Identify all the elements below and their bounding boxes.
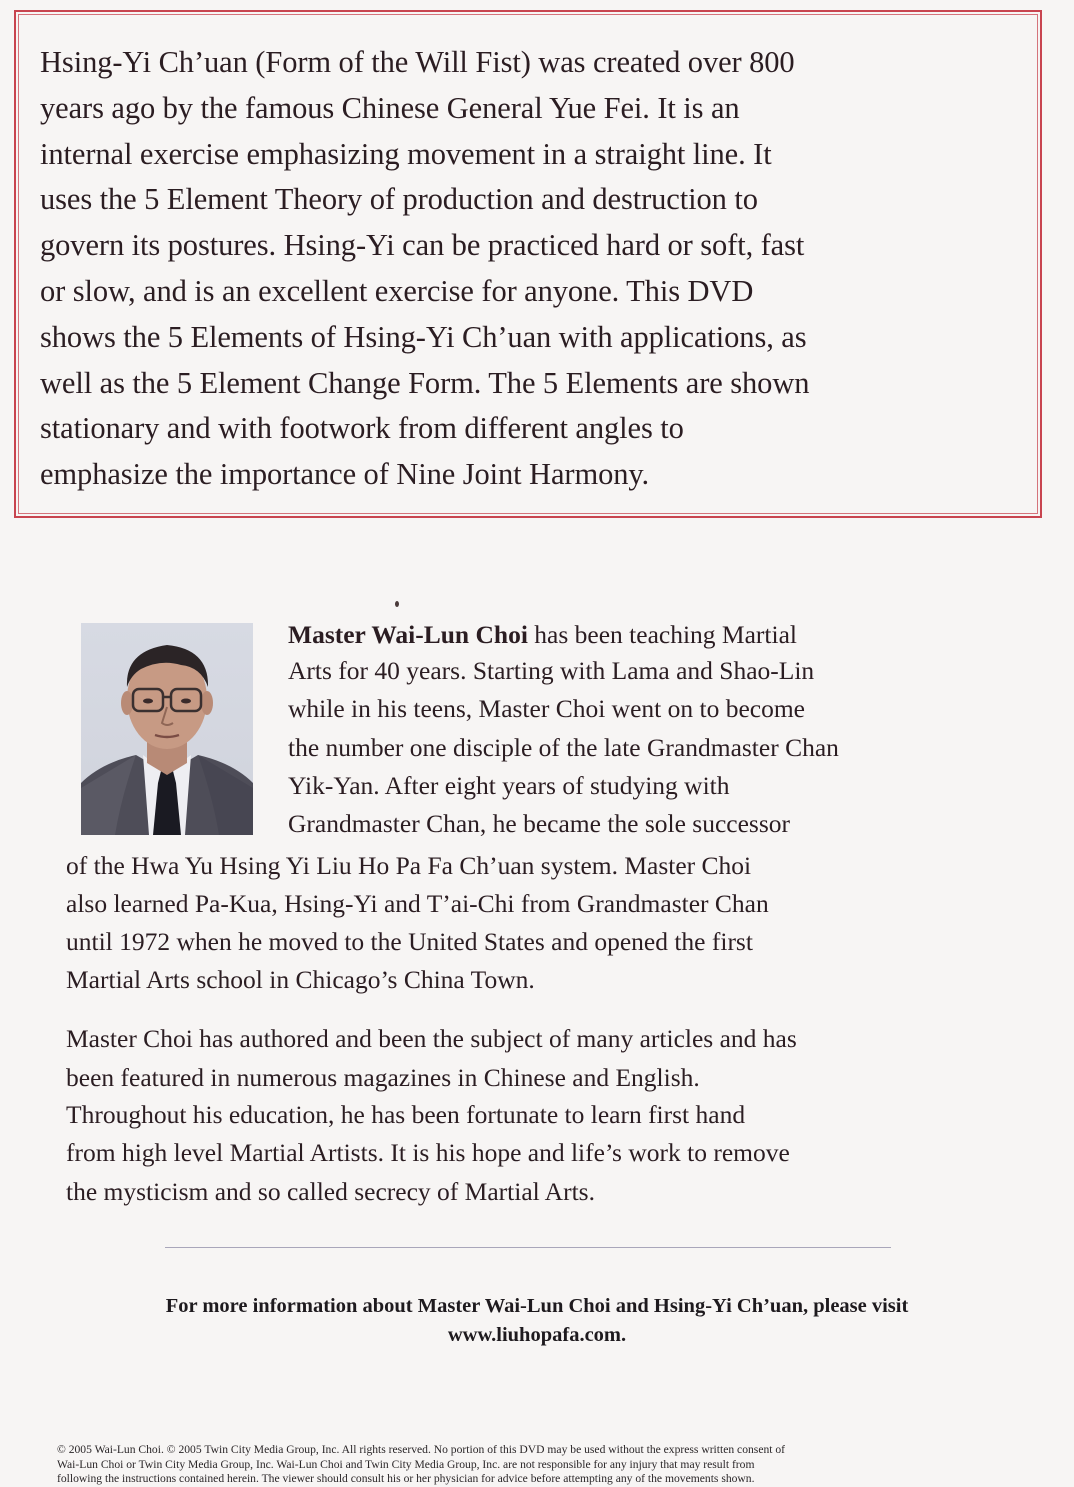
intro-line: govern its postures. Hsing-Yi can be practiced hard or soft, fast bbox=[40, 228, 805, 263]
more-info-text: For more information about Master Wai-Lun Choi and Hsing-Yi Ch’uan, please visit bbox=[165, 1295, 909, 1317]
copyright-notice bbox=[57, 1443, 1017, 1487]
bio-line: Arts for 40 years. Starting with Lama and Shao-Lin bbox=[288, 656, 815, 685]
bio-line: while in his teens, Master Choi went on to become bbox=[288, 694, 805, 723]
intro-line: shows the 5 Elements of Hsing-Yi Ch’uan with applications, as bbox=[40, 319, 807, 354]
bio-line bbox=[288, 620, 797, 650]
bio-line: also learned Pa-Kua, Hsing-Yi and T’ai-Chi from Grandmaster Chan bbox=[66, 889, 769, 918]
bio-line: Throughout his education, he has been fortunate to learn first hand bbox=[66, 1100, 746, 1129]
intro-paragraph bbox=[40, 40, 1025, 498]
copyright-line: © 2005 Wai-Lun Choi. © 2005 Twin City Media Group, Inc. All rights reserved. No portion of this DVD may be used without the express written consent of bbox=[57, 1443, 786, 1456]
section-divider bbox=[165, 1247, 891, 1248]
bio-line: been featured in numerous magazines in Chinese and English. bbox=[66, 1063, 700, 1092]
intro-line: Hsing-Yi Ch’uan (Form of the Will Fist) was created over 800 bbox=[40, 45, 795, 79]
bio-line: the mysticism and so called secrecy of Martial Arts. bbox=[66, 1177, 595, 1206]
intro-line: emphasize the importance of Nine Joint Harmony. bbox=[40, 457, 650, 492]
intro-line: internal exercise emphasizing movement in a straight line. It bbox=[40, 136, 772, 171]
copyright-line: Wai-Lun Choi or Twin City Media Group, Inc. Wai-Lun Choi and Twin City Media Group, Inc. are not responsible for any injury that may result from bbox=[57, 1457, 755, 1471]
bio-line: Grandmaster Chan, he became the sole successor bbox=[288, 809, 791, 838]
bio-line: the number one disciple of the late Grandmaster Chan bbox=[288, 733, 839, 762]
portrait-photo bbox=[81, 623, 253, 835]
print-speck bbox=[395, 601, 399, 607]
intro-line: or slow, and is an excellent exercise for anyone. This DVD bbox=[40, 273, 754, 308]
intro-line: years ago by the famous Chinese General Yue Fei. It is an bbox=[40, 90, 740, 125]
bio-line: Master Choi has authored and been the subject of many articles and has bbox=[66, 1024, 797, 1053]
more-info bbox=[0, 1292, 1074, 1350]
bio-first-line-text: has been teaching Martial bbox=[527, 620, 797, 649]
portrait-illustration bbox=[81, 623, 253, 835]
intro-line: stationary and with footwork from different angles to bbox=[40, 411, 684, 446]
website-link[interactable]: www.liuhopafa.com. bbox=[447, 1324, 627, 1346]
bio-line: until 1972 when he moved to the United States and opened the first bbox=[66, 927, 753, 956]
bio-line: Yik-Yan. After eight years of studying with bbox=[288, 771, 730, 800]
bio-line: Martial Arts school in Chicago’s China Town. bbox=[66, 965, 535, 994]
intro-line: well as the 5 Element Change Form. The 5 Elements are shown bbox=[40, 365, 810, 400]
bio-name: Master Wai-Lun Choi bbox=[288, 620, 528, 649]
bio-line: from high level Martial Artists. It is his hope and life’s work to remove bbox=[66, 1138, 790, 1167]
bio-line: of the Hwa Yu Hsing Yi Liu Ho Pa Fa Ch’uan system. Master Choi bbox=[66, 851, 752, 880]
intro-line: uses the 5 Element Theory of production and destruction to bbox=[40, 182, 758, 217]
copyright-line: following the instructions contained herein. The viewer should consult his or her physician for advice before attempting any of the movements shown. bbox=[57, 1472, 755, 1486]
